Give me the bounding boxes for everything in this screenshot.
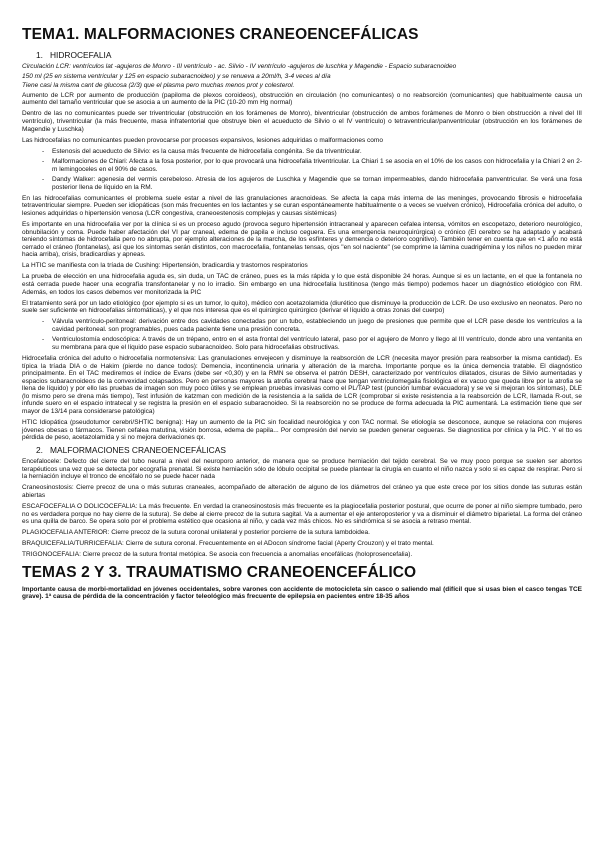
paragraph: La prueba de elección en una hidrocefalia aguda es, sin duda, un TAC de cráneo, pues es la más rápida y lo que está disponible 24 horas. Aunque si es un lactante, en el que la fontanela no está cerrada puede hacer una ecografía transfontanelar y no lo irradio. Sin embargo en una hidrocefalia lustitinosa (tengo más tiempo) podemos hacer un diagnóstico etiológico con RM. Además, en todos los casos debemos ver monitorizada la PIC [22,273,582,296]
list-item: - Malformaciones de Chiari: Afecta a la fosa posterior, por lo que provocará una hidrocefalia triventricular. La Chiari 1 se asocia en el 10% de los casos con hidrocefalia y la Chiari 2 en 2-m lemingoceles en el 90% de casos. [42,158,582,173]
paragraph: PLAGIOCEFALIA ANTERIOR: Cierre precoz de la sutura coronal unilateral y posterior porcierre de la sutura lambdoidea. [22,529,370,537]
section-heading-hidrocefalia [36,50,582,60]
list-item: - Válvula ventrículo-peritoneal: derivación entre dos cavidades conectadas por un tubo, estableciendo un juego de presiones que permite que el LCR pase desde los ventrículos a la cavidad peritoneal. son programables, pues cada paciente tiene una presión concreta. [42,318,582,333]
paragraph: Encefalocele: Defecto del cierre del tubo neural a nivel del neuroporo anterior, de manera que se produce herniación del tejido cerebral. Se ve muy poco porque se suelen ser abortos terapéuticos una vez que se detecta por ecografía prenatal. Si existe herniación sólo de lóbulo occipital se puede plantear la cirugía en cuanto el niño nazca y solo si es capaz de respirar. Pero si la herniación incluye el tronco de encéfalo no se puede hacer nada [22,458,582,481]
paragraph: Aumento de LCR por aumento de producción (papiloma de plexos coroideos), obstrucción en circulación (no comunicantes) o no reabsorción (comunicantes) que habitualmente causa un aumento del tamaño ventricular que se asocia a un aumento de la PIC (10-20 mm Hg normal) [22,91,582,107]
paragraph: Hidrocefalia crónica del adulto o hidrocefalia normotensiva: Las granulaciones envejecen y disminuye la reabsorción de LCR (necesita mayor presión para reabsorber la misma cantidad). Es típica la tríada DIA o de Hakim (pierde no dance todos): Demencia, incontinencia urinaria y alteración de la marcha. Importante porque es la única demencia tratable. El diagnóstico principalmente. En el TAC mediremos el índice de Evans (debe ser <0,30) y en la RMN se observa el patrón DESH, caracterizado por ventrículos dilatados, cisuras de Silvio aumentadas y espacios subaracnoideos de la convexidad colapsados. Pero en personas mayores la atrofia cerebral hace que tengan ventriculomegalia fisiológica el ex vacuo que queda libre por la atrofia se llena de líquido) y por ello las pruebas de imagen son muy poco útiles y se emplean pruebas invasivas como el PL/TAP test (punción lumbar evacuadora) y se ve si mejoran los síntomas), DLE (lo mismo pero se drena más tiempo), Test infusión de katzman con medición de la resistencia a la salida de LCR (comprobar si existe resistencia a la reabsorción de LCR, llamada R-out, se infunde suero en el espacio intratecal y se registra la presión en el espacio subaracnoideo. Si la reabsorción no se produce de forma adecuada la PIC aumentará. La estimación tiene que ser mayor de 13/14 para considerarse patológica) [22,354,582,416]
italic-line: 150 ml (25 en sistema ventricular y 125 en espacio subaracnoideo) y se renueva a 20ml/h, 3-4 veces al día [22,72,331,80]
bullet-list [22,148,582,192]
list-item: - Dandy Walker: agenesia del vermis cerebeloso. Atresia de los agujeros de Luschka y Magendie que se tornan impermeables, dando hidrocefalia panventricular. Se verá una fosa posterior llena de líquido en la RM. [42,176,582,191]
section-label: HIDROCEFALIA [50,50,112,60]
list-item: - Ventriculostomía endoscópica: A través de un trépano, entro en el asta frontal del ventrículo lateral, paso por el agujero de Monro y llego al III ventrículo, donde abro una ventanita en su membrana para que el líquido pase espacio subaracnoideo. Solo para hidrocefalias obstructivas. [42,336,582,351]
paragraph: En las hidrocefalias comunicantes el problema suele estar a nivel de las granulaciones aracnoideas. Se afecta la capa más interna de las meninges, provocando fibrosis e hidrocefalia tetraventricular siempre. Pueden ser idiopáticas (son más frecuentes en los lactantes y se curan espontáneamente habitualmente o a veces se vuelven crónico), Hidrocefalia crónica del adulto, o lesiones adquiridas o hipertensión venosa (LCR congestiva, craneoestenosis complejas y causas sistémicas) [22,194,582,218]
main-title: TEMA1. MALFORMACIONES CRANEOENCEFÁLICAS [22,26,419,43]
paragraph: La HTIC se manifiesta con la tríada de Cushing: Hipertensión, bradicardia y trastornos respiratorios [22,262,308,270]
paragraph: HTIC Idiopática (pseudotumor cerebri/SHTIC benigna): Hay un aumento de la PIC sin focalidad neurológica y con TAC normal. Se etiología se desconoce, aunque se relaciona con mujeres jóvenes obesas o fármacos. Tienen cefalea matutina, visión borrosa, edema de papila... Por compresión del nervio se pueden generar cegueras. Se diagnostica por clínica y la PIC. Y el tto es pérdida de peso, acetazolamida y si no mejora derivaciones qx. [22,419,582,442]
paragraph: Craneosinostosis: Cierre precoz de una o más suturas craneales, acompañado de alteración de alguno de los diámetros del cráneo ya que este crece por los sitios donde las suturas están abiertas [22,484,582,499]
paragraph: TRIGONOCEFALIA: Cierre precoz de la sutura frontal metópica. Se asocia con frecuencia a anomalías encefálicas (holoprosencefalia). [22,551,413,559]
paragraph: El tratamiento será por un lado etiológico (por ejemplo si es un tumor, lo quito), médico con acetazolamida (diurético que disminuye la producción de LCR. De uso exclusivo en neonatos. Pero no suele ser suficiente en hidrocefalias sintomáticas), y el que nos interesa que es el quirúrgico quirúrgico (derivar el líquido a otras zonas del cuerpo) [22,299,582,315]
second-title: TEMAS 2 Y 3. TRAUMATISMO CRANEOENCEFÁLICO [22,563,417,581]
section-number: 2. [36,445,43,456]
paragraph: Importante causa de morbi-mortalidad en jóvenes occidentales, sobre varones con accidente de motocicleta sin casco o saliendo mal (difícil que si usas bien el casco tengas TCE grave). 1ª causa de pérdida de la concentración y factor teleológico más frecuente de epilepsia en pacientes entre 18-35 años [22,585,582,601]
section-number: 1. [36,50,43,60]
document-page [22,0,582,601]
italic-line: Tiene casi la misma cant de glucosa (2/3) que el plasma pero muchas menos prot y colesterol. [22,82,295,90]
list-item: - Estenosis del acueducto de Silvio: es la causa más frecuente de hidrocefalia congénita. Se da triventricular. [42,148,582,156]
italic-line: Circulación LCR: ventrículos lat -agujeros de Monro - III ventrículo - ac. Silvio - IV ventrículo -agujeros de luschka y Magendie - Espacio subaracnoideo [22,63,457,70]
section-label: MALFORMACIONES CRANEOENCEFÁLICAS [50,445,226,456]
paragraph: Dentro de las no comunicantes puede ser triventricular (obstrucción en los forámenes de Monro), biventricular (obstrucción de ambos forámenes de Monro o bien obstrucción a nivel del III ventrículo), triventricular (la más frecuente, masa infratentorial que obstruye bien el acueducto de Silvio o el IV ventrículo) o tetraventricular/panventricular (obstrucción en los forámenes de Magendie y Luschka) [22,110,582,133]
paragraph: Las hidrocefalias no comunicantes pueden provocarse por procesos expansivos, lesiones adquiridas o malformaciones como [22,136,383,144]
paragraph: Es importante en una hidrocefalia ver por la clínica si es un proceso agudo (provoca seguro hipertensión intracraneal y aparecen cefalea intensa, vómitos en escopetazo, deterioro neurológico, obnubilación y coma. Puede haber afectación del VI par craneal, edema de papila e incluso ceguera. Es una emergencia neuroquirúrgica) o crónico (El cerebro se ha adaptado y acabará teniendo síntomas de hidrocefalia pero no abrupta, por ejemplo alteraciones de la marcha, de los esfínteres y demencia o deterioro cognitivo). También tener en cuenta que en <1 año no está cerrado el cráneo (fontanelas), así que los síntomas serán distintos, con macrocefalia, fontanelas tensas, ojos "en sol naciente" (se comprime la lámina cuadrigémina y los niños no pueden mirar hacia arriba), crisis, bradicardias y apneas. [22,221,582,259]
paragraph: ESCAFOCEFALIA O DOLICOCEFALIA: La más frecuente. En verdad la craneosinostosis más frecuente es la plagiocefalia posterior postural, que ocurre de poner al niño siempre tumbado, pero no es verdadera porque no hay cierre de la sutura). Se debe al cierre precoz de la sutura sagital. Va a aumentar el eje anteroposterior y va a disminuir el diámetro biparietal. La forma del cráneo es una quilla de barco. Se opera solo por el problema estético que ocasiona al niño, y cada vez más chicos. No es sindrómica si se asocia a retraso mental. [22,502,582,526]
section-heading-malformaciones [36,445,582,455]
paragraph: BRAQUICEFALIA/TURRICEFALIA: Cierre de sutura coronal. Frecuentemente en el ADocon síndrome facial (Aperty Crouzon) y el trato mental. [22,540,434,548]
bullet-list [22,318,582,351]
